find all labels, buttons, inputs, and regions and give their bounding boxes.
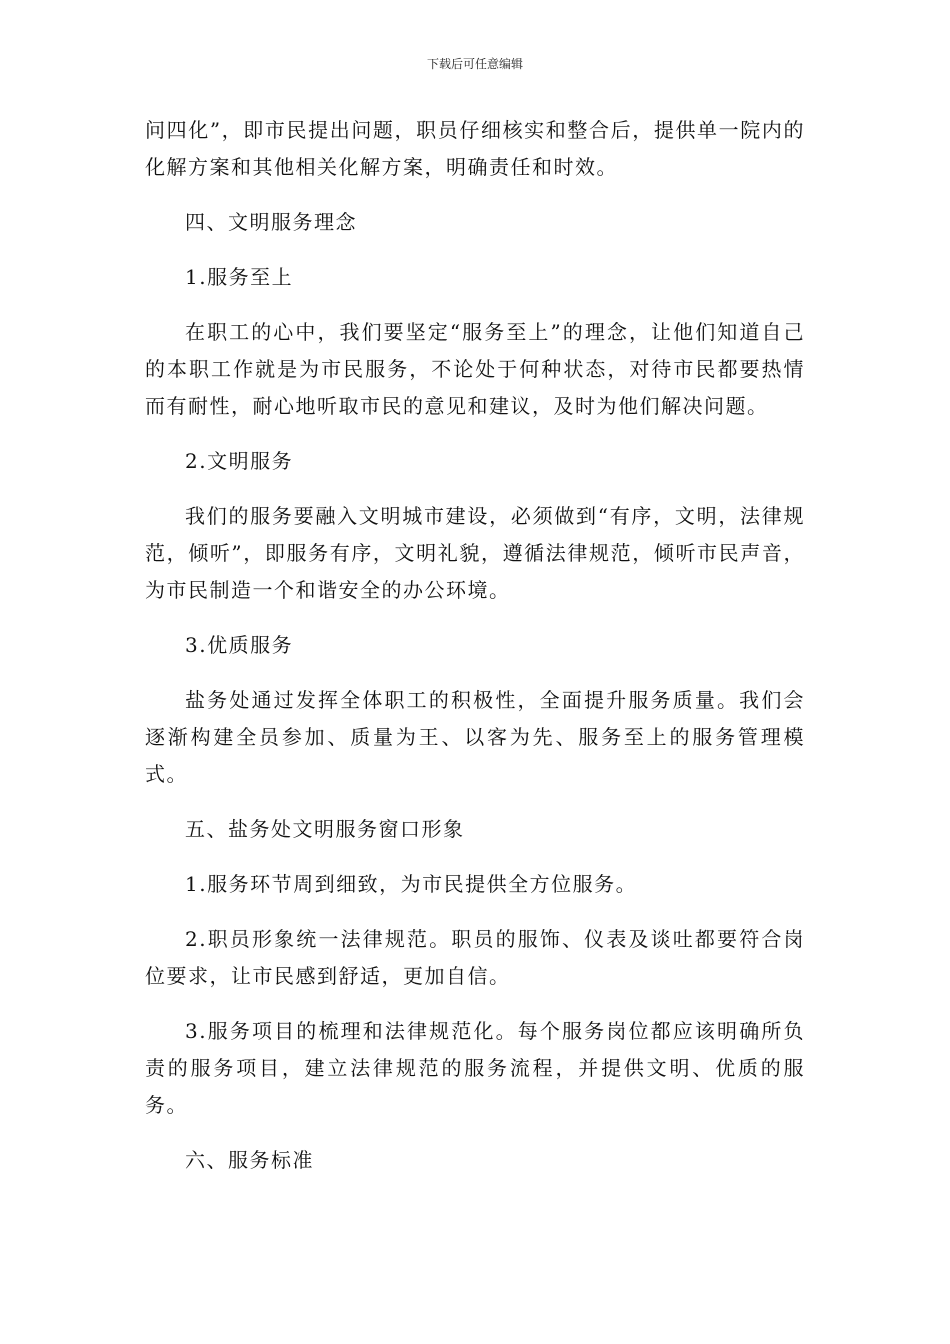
subsection-heading: 1.服务至上 [185, 265, 294, 289]
subsection-heading: 3.优质服务 [185, 633, 294, 657]
paragraph: 在职工的心中，我们要坚定“服务至上”的理念，让他们知道自己的本职工作就是为市民服务，不论处于何种状态，对待市民都要热情而有耐性，耐心地听取市民的意见和建议，及时为他们解决问题。 [145, 320, 805, 418]
document-body [145, 112, 805, 1179]
list-item: 3.服务项目的梳理和法律规范化。每个服务岗位都应该明确所负责的服务项目，建立法律规范的服务流程，并提供文明、优质的服务。 [145, 1019, 805, 1117]
page-header: 下载后可任意编辑 [426, 57, 523, 71]
paragraph: 我们的服务要融入文明城市建设，必须做到“有序，文明，法律规范，倾听”，即服务有序，文明礼貌，遵循法律规范，倾听市民声音，为市民制造一个和谐安全的办公环境。 [145, 504, 805, 602]
list-item: 1.服务环节周到细致，为市民提供全方位服务。 [185, 872, 638, 896]
subsection-heading: 2.文明服务 [185, 449, 294, 473]
section-heading: 六、服务标准 [185, 1148, 314, 1172]
section-heading: 五、盐务处文明服务窗口形象 [185, 817, 465, 841]
paragraph-continuation: 问四化”，即市民提出问题，职员仔细核实和整合后，提供单一院内的化解方案和其他相关化解方案，明确责任和时效。 [145, 118, 805, 179]
section-heading: 四、文明服务理念 [185, 210, 357, 234]
paragraph: 盐务处通过发挥全体职工的积极性，全面提升服务质量。我们会逐渐构建全员参加、质量为王、以客为先、服务至上的服务管理模式。 [145, 688, 805, 786]
list-item: 2.职员形象统一法律规范。职员的服饰、仪表及谈吐都要符合岗位要求，让市民感到舒适，更加自信。 [145, 927, 805, 988]
